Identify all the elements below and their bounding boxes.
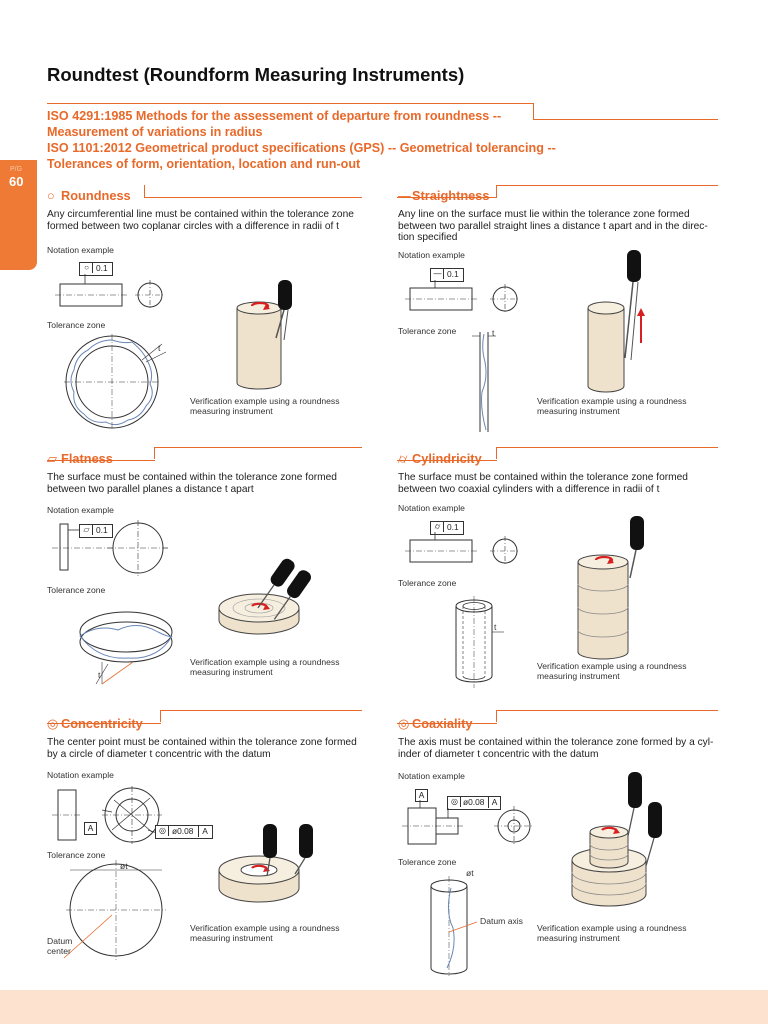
caption-line-2: measuring instrument	[190, 406, 273, 416]
concentricity-notation-label: Notation example	[47, 770, 114, 780]
cylindricity-rule-hook	[496, 447, 497, 459]
flatness-rule-hook	[154, 447, 155, 459]
straightness-desc-line-3: tion specified	[398, 232, 458, 243]
cylindricity-desc-line-1: The surface must be contained within the tolerance zone formed	[398, 472, 688, 483]
flatness-t-label: t	[98, 670, 101, 680]
caption-line-1: Verification example using a roundness	[537, 396, 687, 406]
flatness-notation-drawing	[52, 518, 172, 578]
straightness-rule-hook	[496, 185, 497, 197]
iso-line-3: ISO 1101:2012 Geometrical product specifications (GPS) -- Geometrical tolerancing --	[47, 141, 556, 155]
coaxiality-frame-symbol: ◎	[449, 797, 461, 807]
iso-line-1: ISO 4291:1985 Methods for the assessement of departure from roundness --	[47, 109, 502, 123]
footer-band	[0, 990, 768, 1024]
roundness-tolerance-label: Tolerance zone	[47, 320, 106, 330]
coaxiality-tolerance-drawing	[425, 872, 485, 982]
roundness-symbol: ○	[47, 188, 55, 203]
concentricity-rule	[160, 710, 362, 711]
concentricity-symbol: ◎	[47, 716, 59, 731]
roundness-frame-symbol: ○	[81, 263, 93, 273]
flatness-frame-value: 0.1	[96, 525, 108, 535]
probe-icon	[263, 824, 277, 858]
cylindricity-title: Cylindricity	[412, 451, 482, 466]
concentricity-desc-line-1: The center point must be contained within the tolerance zone formed	[47, 737, 357, 748]
roundness-verification-drawing	[232, 278, 302, 398]
coaxiality-notation-label: Notation example	[398, 771, 465, 781]
caption-line-1: Verification example using a roundness	[190, 657, 340, 667]
iso-line-2: Measurement of variations in radius	[47, 125, 263, 139]
iso-rule-right	[533, 119, 718, 120]
probe-icon	[628, 772, 642, 808]
straightness-verification-drawing	[585, 248, 655, 396]
coaxiality-phi-t-label: øt	[466, 868, 474, 878]
flatness-heading	[47, 451, 113, 467]
cylindricity-tolerance-label: Tolerance zone	[398, 578, 457, 588]
coaxiality-datum-box: A	[415, 789, 428, 802]
flatness-verification-caption	[190, 657, 340, 677]
page-number: 60	[9, 174, 24, 189]
roundness-rule	[144, 197, 362, 198]
flatness-tolerance-label: Tolerance zone	[47, 585, 106, 595]
caption-line-2: measuring instrument	[190, 667, 273, 677]
iso-rule-hook	[533, 103, 534, 119]
flatness-frame-symbol: ▱	[81, 525, 93, 535]
datum-center-line-2: center	[47, 946, 71, 956]
iso-rule	[47, 103, 534, 104]
roundness-desc-line-2: formed between two coplanar circles with a difference in radii of t	[47, 220, 339, 232]
straightness-rule	[496, 185, 718, 186]
concentricity-frame-datum: A	[198, 825, 211, 837]
cylindricity-frame-symbol: ⌭	[432, 522, 444, 532]
concentricity-tolerance-drawing	[56, 860, 186, 965]
coaxiality-desc-line-2: inder of diameter t concentric with the datum	[398, 748, 599, 760]
straightness-notation-label: Notation example	[398, 250, 465, 260]
roundness-heading	[47, 188, 131, 203]
caption-line-2: measuring instrument	[537, 406, 620, 416]
probe-icon	[648, 802, 662, 838]
coaxiality-frame-datum: A	[488, 796, 500, 808]
probe-icon	[630, 516, 644, 550]
flatness-title: Flatness	[61, 451, 113, 466]
flatness-verification-drawing	[215, 558, 325, 648]
caption-line-2: measuring instrument	[537, 671, 620, 681]
coaxiality-rule-hook	[496, 710, 497, 722]
caption-line-1: Verification example using a roundness	[190, 396, 340, 406]
straightness-tolerance-drawing	[470, 328, 510, 434]
caption-line-1: Verification example using a roundness	[537, 923, 687, 933]
page-tab-label: P/G	[10, 166, 23, 173]
cylindricity-t-label: t	[494, 622, 497, 632]
roundness-tolerance-drawing	[62, 332, 172, 432]
cylindricity-frame-value: 0.1	[447, 522, 459, 532]
caption-line-2: measuring instrument	[190, 933, 273, 943]
datum-center-line-1: Datum	[47, 936, 73, 946]
cylindricity-desc-line-2: between two coaxial cylinders with a difference in radii of t	[398, 483, 660, 495]
caption-line-1: Verification example using a roundness	[537, 661, 687, 671]
concentricity-title: Concentricity	[61, 716, 143, 731]
straightness-tolerance-label: Tolerance zone	[398, 326, 457, 336]
iso-line-4: Tolerances of form, orientation, location and run-out	[47, 157, 361, 171]
straightness-symbol: —	[398, 188, 411, 203]
coaxiality-notation-drawing	[402, 800, 542, 850]
coaxiality-heading	[398, 716, 472, 732]
straightness-description	[398, 209, 716, 244]
probe-icon	[627, 250, 641, 282]
straightness-t-label: t	[492, 328, 495, 338]
straightness-desc-line-2: between two parallel straight lines a distance t apart and in the direc-	[398, 220, 708, 232]
concentricity-frame-value: ø0.08	[172, 826, 194, 836]
roundness-title: Roundness	[61, 188, 131, 203]
roundness-t-label: t	[158, 343, 161, 353]
datum-axis-label: Datum axis	[480, 916, 523, 926]
roundness-rule-hook	[144, 185, 145, 197]
concentricity-tolerance-label: Tolerance zone	[47, 850, 106, 860]
flatness-desc-line-1: The surface must be contained within the tolerance zone formed	[47, 472, 337, 483]
coaxiality-description	[398, 737, 716, 760]
flatness-description	[47, 472, 365, 495]
flatness-rule	[154, 447, 362, 448]
straightness-notation-drawing	[405, 276, 525, 326]
concentricity-heading	[47, 716, 143, 732]
roundness-notation-label: Notation example	[47, 245, 114, 255]
cylindricity-rule	[496, 447, 718, 448]
concentricity-datum-box: A	[84, 822, 97, 835]
concentricity-desc-line-2: by a circle of diameter t concentric with the datum	[47, 748, 271, 760]
cylindricity-heading	[398, 451, 482, 467]
cylindricity-notation-label: Notation example	[398, 503, 465, 513]
straightness-frame-value: 0.1	[447, 269, 459, 279]
probe-icon	[299, 824, 313, 858]
cylindricity-tolerance-drawing	[452, 596, 512, 691]
cylindricity-description	[398, 472, 716, 495]
flatness-symbol: ▱	[47, 451, 57, 466]
straightness-frame-symbol: —	[432, 269, 444, 279]
coaxiality-desc-line-1: The axis must be contained within the tolerance zone formed by a cyl-	[398, 737, 714, 748]
concentricity-frame-symbol: ◎	[157, 826, 169, 836]
flatness-tolerance-drawing	[78, 602, 178, 686]
caption-line-2: measuring instrument	[537, 933, 620, 943]
flatness-notation-label: Notation example	[47, 505, 114, 515]
coaxiality-rule	[496, 710, 718, 711]
roundness-desc-line-1: Any circumferential line must be contained within the tolerance zone	[47, 209, 354, 220]
roundness-notation-drawing	[55, 270, 175, 320]
cylindricity-verification-drawing	[574, 512, 654, 662]
coaxiality-tolerance-label: Tolerance zone	[398, 857, 457, 867]
cylindricity-verification-caption	[537, 661, 687, 681]
concentricity-verification-caption	[190, 923, 340, 943]
roundness-frame-value: 0.1	[96, 263, 108, 273]
straightness-title: Straightness	[412, 188, 490, 203]
coaxiality-verification-caption	[537, 923, 687, 943]
probe-icon	[278, 280, 292, 310]
concentricity-verification-drawing	[215, 820, 325, 920]
coaxiality-title: Coaxiality	[412, 716, 473, 731]
coaxiality-verification-drawing	[568, 770, 668, 915]
straightness-heading	[398, 188, 490, 203]
roundness-description	[47, 209, 365, 232]
concentricity-rule-hook	[160, 710, 161, 722]
cylindricity-notation-drawing	[405, 528, 525, 578]
coaxiality-symbol: ◎	[398, 716, 410, 731]
straightness-desc-line-1: Any line on the surface must lie within the tolerance zone formed	[398, 209, 690, 220]
concentricity-description	[47, 737, 365, 760]
coaxiality-frame-value: ø0.08	[463, 797, 485, 807]
roundness-verification-caption	[190, 396, 340, 416]
cylindricity-symbol: ⌭	[398, 451, 408, 466]
concentricity-phi-t-label: øt	[120, 861, 128, 871]
flatness-desc-line-2: between two parallel planes a distance t apart	[47, 483, 254, 495]
datum-center-label	[47, 936, 72, 956]
page-title: Roundtest (Roundform Measuring Instruments)	[47, 64, 465, 85]
caption-line-1: Verification example using a roundness	[190, 923, 340, 933]
straightness-verification-caption	[537, 396, 687, 416]
